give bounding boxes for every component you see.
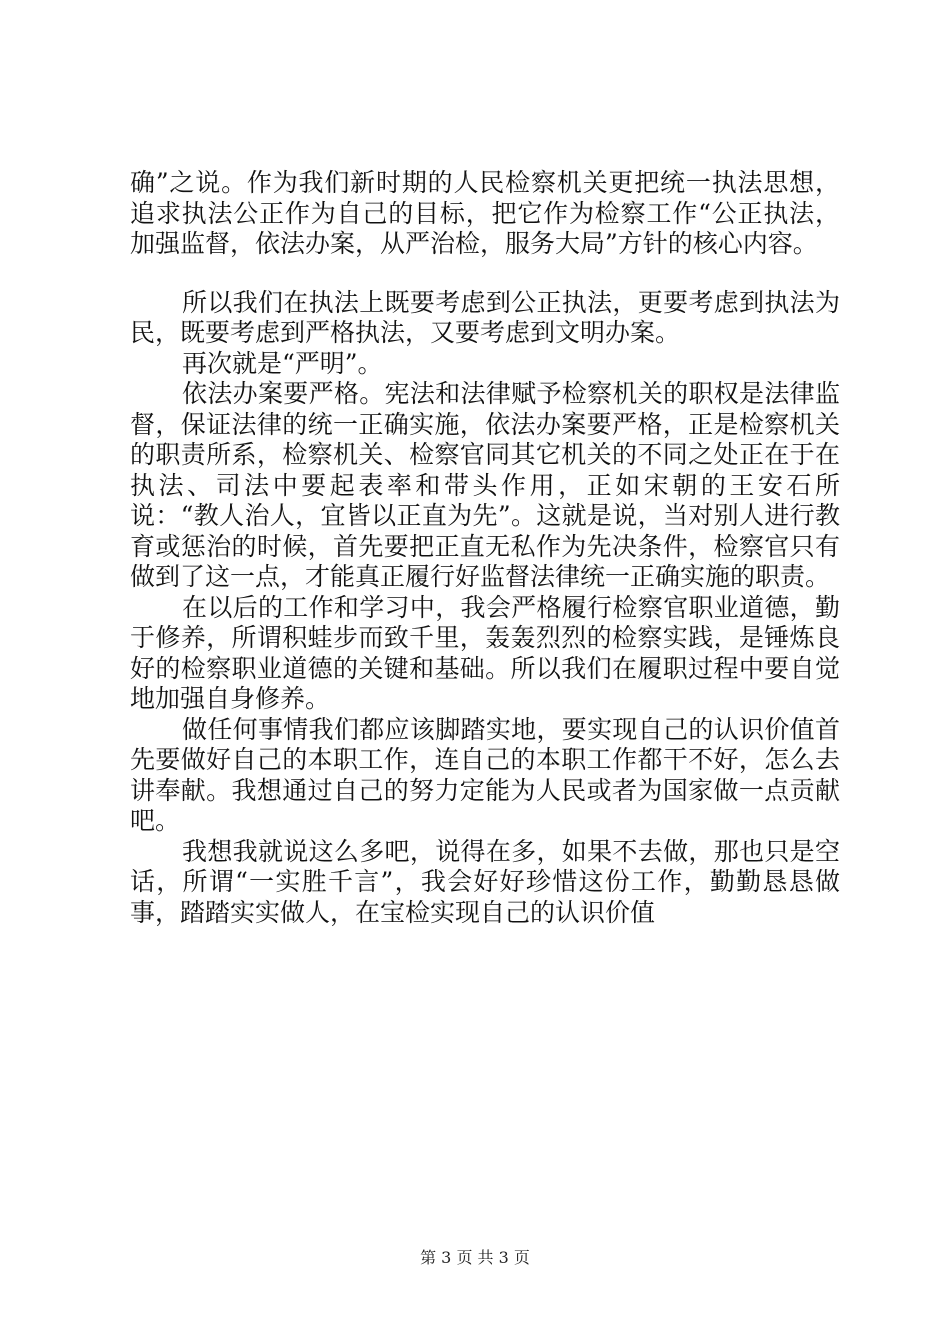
paragraph-continuation: 确”之说。作为我们新时期的人民检察机关更把统一执法思想，追求执法公正作为自己的目标，把它作为检察工作“公正执法，加强监督，依法办案，从严治检，服务大局”方针的核心内容。	[130, 168, 840, 258]
document-body	[130, 168, 840, 928]
paragraph-future-work: 在以后的工作和学习中，我会严格履行检察官职业道德，勤于修养，所谓积蛙步而致千里，轰轰烈烈的检察实践，是锤炼良好的检察职业道德的关键和基础。所以我们在履职过程中要自觉地加强自身修养。	[130, 592, 840, 713]
paragraph-strict-heading: 再次就是“严明”。	[182, 348, 383, 378]
paragraph-fair-enforcement: 所以我们在执法上既要考虑到公正执法，更要考虑到执法为民，既要考虑到严格执法，又要考虑到文明办案。	[130, 287, 840, 347]
paragraph-closing: 我想我就说这么多吧，说得在多，如果不去做，那也只是空话，所谓“一实胜千言”，我会好好珍惜这份工作，勤勤恳恳做事，踏踏实实做人，在宝检实现自己的认识价值	[130, 836, 840, 927]
paragraph-strict-case-handling: 依法办案要严格。宪法和法律赋予检察机关的职权是法律监督，保证法律的统一正确实施，依法办案要严格，正是检察机关的职责所系，检察机关、检察官同其它机关的不同之处正在于在执法、司法中要起表率和带头作用，正如宋朝的王安石所说：“教人治人，宜皆以正直为先”。这就是说，当对别人进行教育或惩治的时候，首先要把正直无私作为先决条件，检察官只有做到了这一点，才能真正履行好监督法律统一正确实施的职责。	[130, 379, 840, 591]
paragraph-down-to-earth: 做任何事情我们都应该脚踏实地，要实现自己的认识价值首先要做好自己的本职工作，连自己的本职工作都干不好，怎么去讲奉献。我想通过自己的努力定能为人民或者为国家做一点贡献吧。	[130, 714, 840, 835]
page-number-footer: 第 3 页 共 3 页	[420, 1248, 530, 1267]
